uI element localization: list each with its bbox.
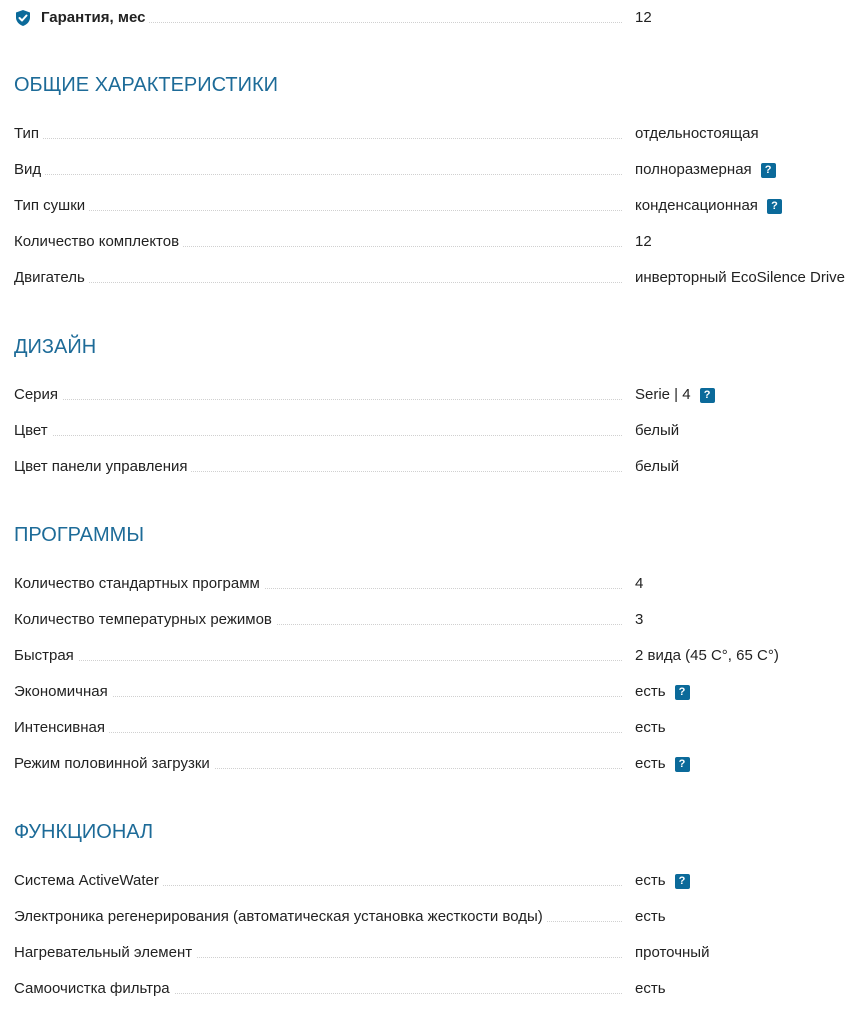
spec-row-temperature-modes	[14, 610, 863, 630]
spec-value: 12	[635, 9, 652, 26]
spec-value: есть ?	[635, 754, 690, 774]
spec-label: Количество стандартных программ	[14, 574, 264, 594]
leader-dots	[14, 282, 622, 283]
spec-row-regeneration	[14, 907, 863, 927]
spec-label: Двигатель	[14, 268, 89, 288]
spec-row-quick	[14, 646, 863, 666]
spec-row-eco	[14, 682, 863, 702]
shield-check-icon	[14, 9, 32, 27]
spec-row-drying-type	[14, 196, 863, 216]
spec-row-color	[14, 421, 863, 441]
spec-value: полноразмерная ?	[635, 160, 776, 180]
spec-label: Цвет	[14, 421, 52, 441]
leader-dots	[14, 210, 622, 211]
help-icon[interactable]: ?	[675, 874, 690, 889]
help-icon[interactable]: ?	[761, 163, 776, 178]
spec-value: белый	[635, 458, 680, 475]
spec-value: 3	[635, 611, 644, 628]
spec-value: белый	[635, 422, 680, 439]
spec-row-warranty	[14, 8, 863, 28]
spec-label: Вид	[14, 160, 45, 180]
spec-row-standard-programs	[14, 574, 863, 594]
spec-label: Количество температурных режимов	[14, 610, 276, 630]
spec-label: Цвет панели управления	[14, 457, 191, 477]
spec-row-panel-color	[14, 457, 863, 477]
spec-value: 12	[635, 233, 652, 250]
spec-value: конденсационная ?	[635, 196, 782, 216]
leader-dots	[14, 138, 622, 139]
spec-label: Тип	[14, 124, 43, 144]
spec-label: Быстрая	[14, 646, 78, 666]
spec-label: Экономичная	[14, 682, 112, 702]
spec-label: Режим половинной загрузки	[14, 754, 214, 774]
spec-label: Серия	[14, 385, 62, 405]
help-icon[interactable]: ?	[767, 199, 782, 214]
spec-row-heating-element	[14, 943, 863, 963]
help-icon[interactable]: ?	[675, 685, 690, 700]
spec-value: Serie | 4 ?	[635, 385, 715, 405]
spec-label: Количество комплектов	[14, 232, 183, 252]
leader-dots	[14, 174, 622, 175]
section-title-programs: ПРОГРАММЫ	[14, 524, 145, 546]
leader-dots	[14, 660, 622, 661]
spec-value: есть	[635, 980, 666, 997]
spec-label: Самоочистка фильтра	[14, 979, 174, 999]
spec-value: есть ?	[635, 682, 690, 702]
spec-label: Гарантия, мес	[14, 8, 149, 28]
spec-label: Нагревательный элемент	[14, 943, 196, 963]
spec-row-intensive	[14, 718, 863, 738]
help-icon[interactable]: ?	[700, 388, 715, 403]
spec-value: отдельностоящая	[635, 125, 759, 142]
spec-row-half-load	[14, 754, 863, 774]
spec-value: есть	[635, 719, 666, 736]
spec-value: проточный	[635, 944, 710, 961]
spec-row-motor	[14, 268, 863, 288]
spec-label: Тип сушки	[14, 196, 89, 216]
spec-row-activewater	[14, 871, 863, 891]
spec-label: Система ActiveWater	[14, 871, 163, 891]
spec-value: есть ?	[635, 871, 690, 891]
spec-row-filter-self-clean	[14, 979, 863, 999]
spec-value: инверторный EcoSilence Drive	[635, 269, 846, 286]
spec-label: Электроника регенерирования (автоматическая установка жесткости воды)	[14, 907, 547, 927]
section-title-general: ОБЩИЕ ХАРАКТЕРИСТИКИ	[14, 74, 279, 96]
spec-row-series	[14, 385, 863, 405]
spec-label: Интенсивная	[14, 718, 109, 738]
spec-value: есть	[635, 908, 666, 925]
section-title-features: ФУНКЦИОНАЛ	[14, 821, 154, 843]
spec-value: 2 вида (45 С°, 65 С°)	[635, 647, 779, 664]
leader-dots	[14, 435, 622, 436]
leader-dots	[14, 399, 622, 400]
help-icon[interactable]: ?	[675, 757, 690, 772]
spec-row-place-settings	[14, 232, 863, 252]
spec-value: 4	[635, 575, 644, 592]
spec-row-kind	[14, 160, 863, 180]
section-title-design: ДИЗАЙН	[14, 336, 97, 358]
spec-row-type	[14, 124, 863, 144]
